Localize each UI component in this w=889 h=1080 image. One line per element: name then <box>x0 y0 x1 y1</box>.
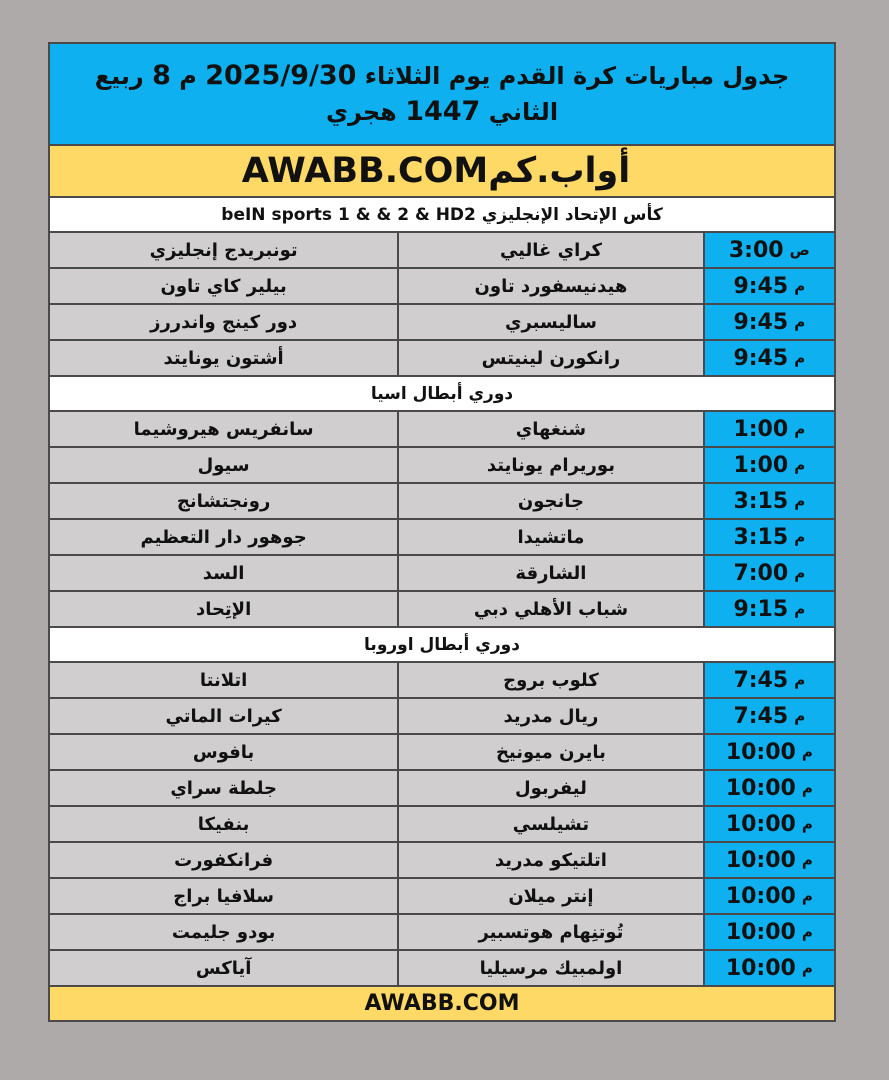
away-team: سانفريس هيروشيما <box>50 412 399 446</box>
home-team: تُوتنِهام هوتسبير <box>399 915 704 949</box>
home-team: شنغهاي <box>399 412 704 446</box>
away-team: فرانكفورت <box>50 843 399 877</box>
match-time <box>705 951 834 985</box>
match-row <box>50 556 834 592</box>
time-period: م <box>794 349 806 367</box>
hijri-label: هجري <box>325 98 397 126</box>
away-team: السد <box>50 556 399 590</box>
match-time <box>705 448 834 482</box>
schedule-table <box>48 42 836 1022</box>
site-arabic: أواب.كم <box>488 151 631 191</box>
home-team: ساليسبري <box>399 305 704 339</box>
home-team: كراي غاليي <box>399 233 704 267</box>
time-value: 3:15 <box>733 524 789 550</box>
footer-site: AWABB.COM <box>364 991 520 1016</box>
match-row <box>50 341 834 377</box>
match-row <box>50 663 834 699</box>
time-value: 10:00 <box>725 811 796 837</box>
time-period: م <box>794 313 806 331</box>
match-time <box>705 556 834 590</box>
away-team: الإتِحاد <box>50 592 399 626</box>
time-period: م <box>801 887 813 905</box>
time-value: 1:00 <box>733 416 789 442</box>
time-value: 9:45 <box>733 345 789 371</box>
home-team: كلوب بروج <box>399 663 704 697</box>
title-date: 2025/9/30 <box>205 60 357 91</box>
away-team: بافوس <box>50 735 399 769</box>
match-time <box>705 341 834 375</box>
time-value: 3:15 <box>733 488 789 514</box>
match-time <box>705 843 834 877</box>
time-period: م <box>794 277 806 295</box>
match-row <box>50 520 834 556</box>
match-row <box>50 735 834 771</box>
match-time <box>705 412 834 446</box>
time-value: 10:00 <box>725 883 796 909</box>
time-period: ص <box>789 241 810 259</box>
hijri-month: ربيع <box>94 62 144 90</box>
away-team: كيرات الماتي <box>50 699 399 733</box>
home-team: شباب الأهلي دبي <box>399 592 704 626</box>
home-team: اتلتيكو مدريد <box>399 843 704 877</box>
away-team: اتلانتا <box>50 663 399 697</box>
away-team: بيلير كاي تاون <box>50 269 399 303</box>
home-team: ليفربول <box>399 771 704 805</box>
time-period: م <box>794 420 806 438</box>
hijri-day: 8 <box>152 60 171 91</box>
time-value: 1:00 <box>733 452 789 478</box>
home-team: تشيلسي <box>399 807 704 841</box>
match-time <box>705 663 834 697</box>
hijri-year: 1447 <box>405 96 481 127</box>
time-value: 10:00 <box>725 919 796 945</box>
match-time <box>705 233 834 267</box>
time-period: م <box>794 456 806 474</box>
match-row <box>50 807 834 843</box>
time-period: م <box>794 492 806 510</box>
match-row <box>50 771 834 807</box>
match-row <box>50 915 834 951</box>
match-row <box>50 951 834 987</box>
time-period: م <box>794 671 806 689</box>
away-team: دور كينج واندررز <box>50 305 399 339</box>
home-team: بوريرام يونايتد <box>399 448 704 482</box>
away-team: سيول <box>50 448 399 482</box>
title-text: جدول مباريات كرة القدم يوم الثلاثاء <box>364 62 790 90</box>
time-value: 3:00 <box>728 237 784 263</box>
match-time <box>705 771 834 805</box>
match-row <box>50 699 834 735</box>
time-period: م <box>794 600 806 618</box>
sections-container <box>50 198 834 987</box>
away-team: بنفيكا <box>50 807 399 841</box>
time-period: م <box>801 923 813 941</box>
time-period: م <box>801 779 813 797</box>
match-time <box>705 807 834 841</box>
match-time <box>705 484 834 518</box>
time-value: 7:45 <box>733 667 789 693</box>
section-title: كأس الإتحاد الإنجليزي beIN sports 1 & & 2 & HD2 <box>50 198 834 233</box>
home-team: إنتر ميلان <box>399 879 704 913</box>
match-time <box>705 305 834 339</box>
section-title: دوري أبطال اوروبا <box>50 628 834 663</box>
title-suffix: م <box>179 62 197 90</box>
home-team: بايرن ميونيخ <box>399 735 704 769</box>
match-time <box>705 699 834 733</box>
match-time <box>705 592 834 626</box>
time-value: 9:15 <box>733 596 789 622</box>
time-value: 9:45 <box>733 309 789 335</box>
home-team: الشارقة <box>399 556 704 590</box>
page-title <box>50 44 834 146</box>
time-value: 10:00 <box>725 739 796 765</box>
away-team: جلطة سراي <box>50 771 399 805</box>
time-period: م <box>801 851 813 869</box>
match-time <box>705 915 834 949</box>
home-team: جانجون <box>399 484 704 518</box>
time-period: م <box>801 743 813 761</box>
time-period: م <box>801 959 813 977</box>
match-row <box>50 843 834 879</box>
time-value: 9:45 <box>733 273 789 299</box>
away-team: رونجتشانج <box>50 484 399 518</box>
time-value: 10:00 <box>725 955 796 981</box>
away-team: بودو جليمت <box>50 915 399 949</box>
away-team: تونبريدج إنجليزي <box>50 233 399 267</box>
time-value: 10:00 <box>725 847 796 873</box>
time-value: 7:00 <box>733 560 789 586</box>
home-team: ماتشيدا <box>399 520 704 554</box>
away-team: سلافيا براج <box>50 879 399 913</box>
time-period: م <box>794 707 806 725</box>
match-row <box>50 484 834 520</box>
time-period: م <box>794 564 806 582</box>
home-team: ريال مدريد <box>399 699 704 733</box>
away-team: جوهور دار التعظيم <box>50 520 399 554</box>
home-team: رانكورن لينيتس <box>399 341 704 375</box>
match-row <box>50 879 834 915</box>
match-time <box>705 879 834 913</box>
site-banner <box>50 146 834 198</box>
section-title: دوري أبطال اسيا <box>50 377 834 412</box>
hijri-month-second: الثاني <box>488 98 559 126</box>
home-team: هيدنيسفورد تاون <box>399 269 704 303</box>
match-row <box>50 233 834 269</box>
site-latin: AWABB.COM <box>241 151 489 191</box>
match-time <box>705 520 834 554</box>
match-row <box>50 305 834 341</box>
time-period: م <box>794 528 806 546</box>
home-team: اولمبيك مرسيليا <box>399 951 704 985</box>
match-time <box>705 269 834 303</box>
match-time <box>705 735 834 769</box>
time-period: م <box>801 815 813 833</box>
time-value: 10:00 <box>725 775 796 801</box>
match-row <box>50 412 834 448</box>
match-row <box>50 269 834 305</box>
away-team: أشتون يونايتد <box>50 341 399 375</box>
time-value: 7:45 <box>733 703 789 729</box>
footer-banner <box>50 987 834 1020</box>
away-team: آياكس <box>50 951 399 985</box>
match-row <box>50 448 834 484</box>
match-row <box>50 592 834 628</box>
